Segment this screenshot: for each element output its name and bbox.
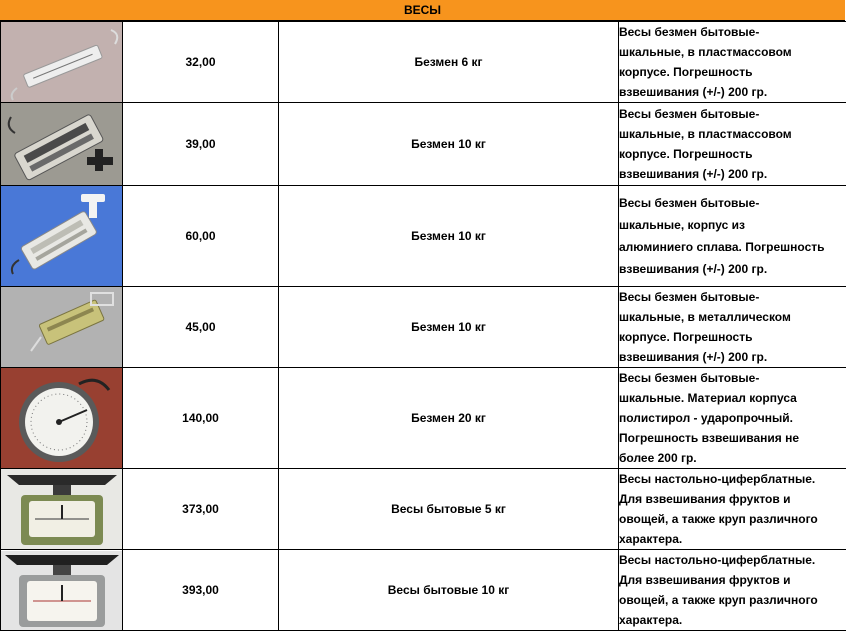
product-description: Весы безмен бытовые- шкальные, в металлическом корпусе. Погрешность взвешивания (+/-) 200 гр. (619, 287, 846, 368)
product-description: Весы безмен бытовые- шкальные, в пластмассовом корпусе. Погрешность взвешивания (+/-) 200 гр. (619, 22, 846, 103)
section-title: ВЕСЫ (0, 0, 845, 21)
kitchen-dial-scale-green-icon (1, 469, 123, 549)
product-description: Весы безмен бытовые- шкальные, корпус из алюминиего сплава. Погрешность взвешивания (+/-) 200 гр. (619, 186, 846, 287)
price-value: 32,00 (123, 22, 279, 103)
product-description: Весы безмен бытовые- шкальные, в пластмассовом корпусе. Погрешность взвешивания (+/-) 200 гр. (619, 103, 846, 186)
spring-scale-plastic-black-icon (1, 103, 123, 185)
product-description: Весы безмен бытовые- шкальные. Материал корпуса полистирол - ударопрочный. Погрешность взвешивания не более 200 гр. (619, 368, 846, 469)
kitchen-dial-scale-grey-icon (1, 551, 123, 630)
spring-scale-plastic-icon (1, 22, 123, 102)
price-value: 373,00 (123, 469, 279, 550)
table-row (1, 368, 846, 469)
price-value: 393,00 (123, 550, 279, 631)
table-row (1, 22, 846, 103)
table-row (1, 550, 846, 631)
product-name: Безмен 10 кг (279, 186, 619, 287)
product-name: Безмен 20 кг (279, 368, 619, 469)
table-row (1, 287, 846, 368)
table-row (1, 103, 846, 186)
product-name: Безмен 10 кг (279, 103, 619, 186)
product-name: Безмен 10 кг (279, 287, 619, 368)
table-row (1, 469, 846, 550)
product-description: Весы настольно-циферблатные. Для взвешивания фруктов и овощей, а также круп различного характера. (619, 550, 846, 631)
table-row (1, 186, 846, 287)
dial-hanging-scale-icon (1, 368, 123, 468)
product-name: Весы бытовые 5 кг (279, 469, 619, 550)
price-value: 39,00 (123, 103, 279, 186)
price-table (0, 21, 846, 631)
price-value: 60,00 (123, 186, 279, 287)
spring-scale-aluminium-icon (1, 186, 123, 286)
product-name: Безмен 6 кг (279, 22, 619, 103)
product-name: Весы бытовые 10 кг (279, 550, 619, 631)
spring-scale-metal-icon (1, 287, 123, 367)
price-value: 45,00 (123, 287, 279, 368)
price-value: 140,00 (123, 368, 279, 469)
product-description: Весы настольно-циферблатные. Для взвешивания фруктов и овощей, а также круп различного характера. (619, 469, 846, 550)
